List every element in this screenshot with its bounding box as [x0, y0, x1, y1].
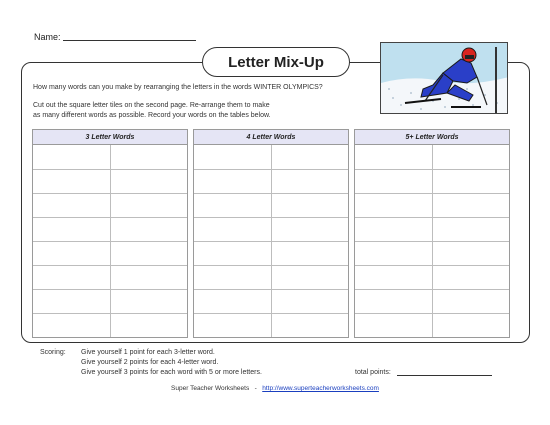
table-4-letter-words [193, 129, 349, 338]
footer-separator: - [254, 385, 257, 392]
table-column-divider [110, 145, 111, 337]
table-column-divider [432, 145, 433, 337]
table-grid[interactable] [355, 145, 509, 337]
footer-brand: Super Teacher Worksheets [171, 385, 250, 392]
total-points-label: total points: [355, 369, 391, 376]
name-field-line[interactable] [63, 40, 196, 41]
name-label: Name: [34, 32, 61, 42]
table-header: 4 Letter Words [194, 130, 348, 145]
table-grid[interactable] [33, 145, 187, 337]
instruction-line-2: as many different words as possible. Record your words on the tables below. [33, 112, 271, 119]
page-title-text: Letter Mix-Up [228, 53, 324, 71]
footer [0, 385, 550, 392]
table-header: 3 Letter Words [33, 130, 187, 145]
scoring-rule-3: Give yourself 3 points for each word with 5 or more letters. [81, 369, 262, 376]
page-title [202, 47, 350, 77]
instruction-question: How many words can you make by rearranging the letters in the words WINTER OLYMPICS? [33, 84, 323, 91]
scoring-rule-1: Give yourself 1 point for each 3-letter word. [81, 349, 215, 356]
table-3-letter-words [32, 129, 188, 338]
scoring-rule-2: Give yourself 2 points for each 4-letter word. [81, 359, 219, 366]
skier-icon [380, 42, 508, 114]
scoring-label: Scoring: [40, 349, 66, 356]
table-5-plus-letter-words [354, 129, 510, 338]
total-points-field-line[interactable] [397, 375, 492, 376]
table-column-divider [271, 145, 272, 337]
table-header: 5+ Letter Words [355, 130, 509, 145]
footer-link[interactable]: http://www.superteacherworksheets.com [262, 385, 379, 392]
table-grid[interactable] [194, 145, 348, 337]
instruction-line-1: Cut out the square letter tiles on the second page. Re-arrange them to make [33, 102, 270, 109]
